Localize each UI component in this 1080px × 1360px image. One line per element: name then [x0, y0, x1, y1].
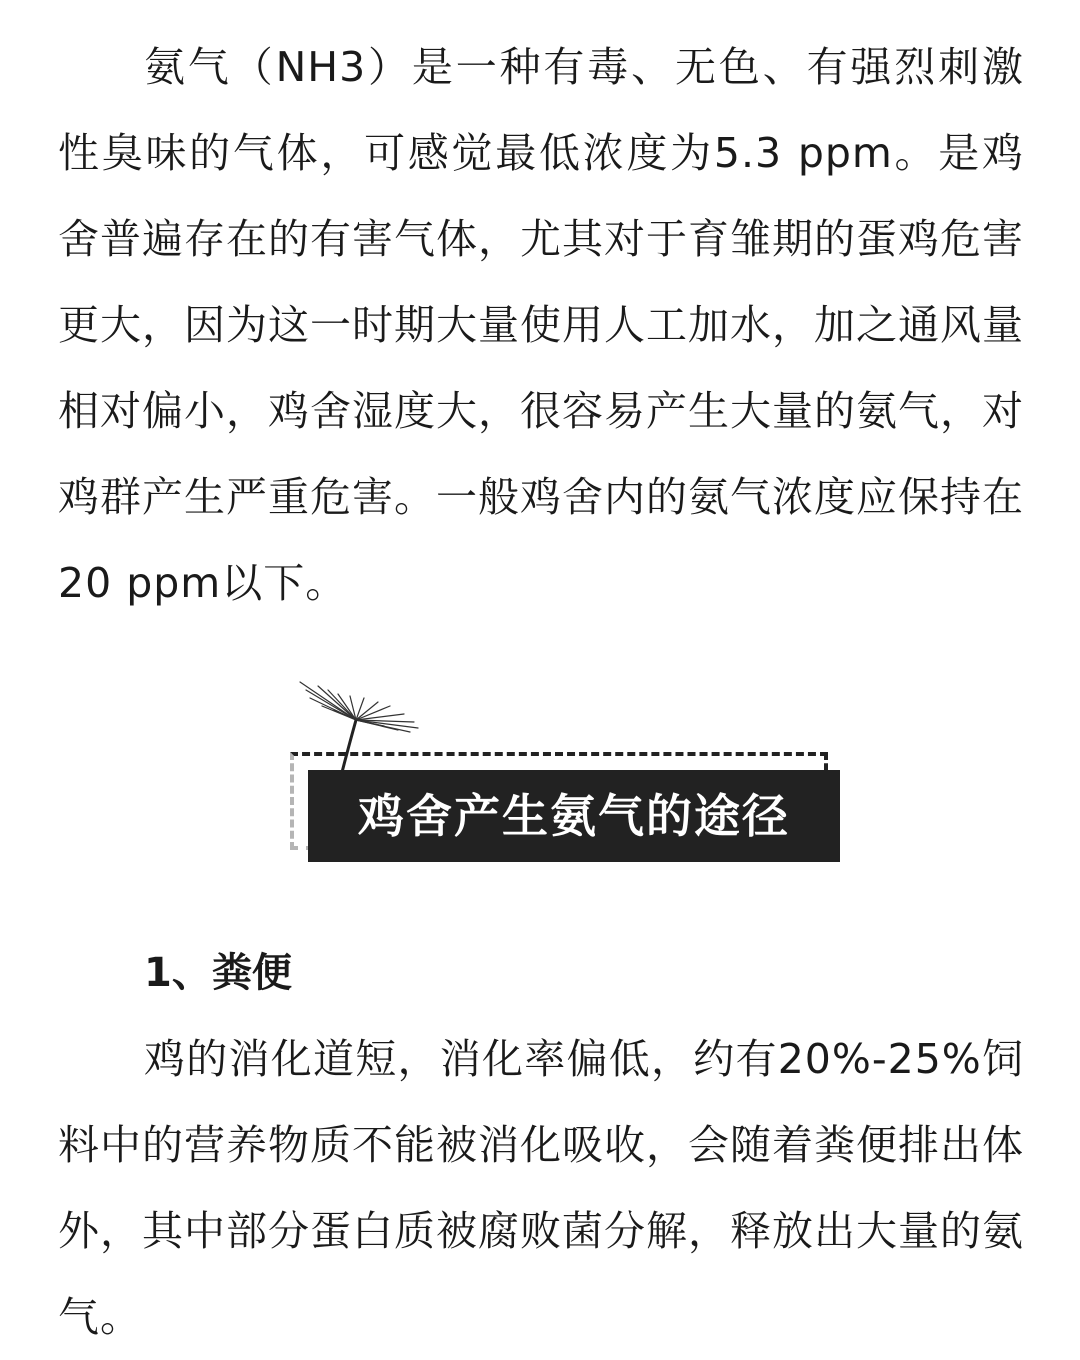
- subsection-paragraph: 鸡的消化道短，消化率偏低，约有20%-25%饲料中的营养物质不能被消化吸收，会随着粪便排出体外，其中部分蛋白质被腐败菌分解，释放出大量的氨气。: [58, 1035, 1024, 1341]
- section-heading: [58, 656, 1024, 926]
- section-title: 鸡舍产生氨气的途径: [308, 770, 840, 862]
- subsection-heading: 1、粪便: [144, 950, 292, 996]
- intro-paragraph: 氨气（NH3）是一种有毒、无色、有强烈刺激性臭味的气体，可感觉最低浓度为5.3 ppm。是鸡舍普遍存在的有害气体，尤其对于育雏期的蛋鸡危害更大，因为这一时期大量使用人工加水，加之通风量相对偏小，鸡舍湿度大，很容易产生大量的氨气，对鸡群产生严重危害。一般鸡舍内的氨气浓度应保持在20 ppm以下。: [58, 43, 1024, 607]
- article: [58, 24, 1024, 1360]
